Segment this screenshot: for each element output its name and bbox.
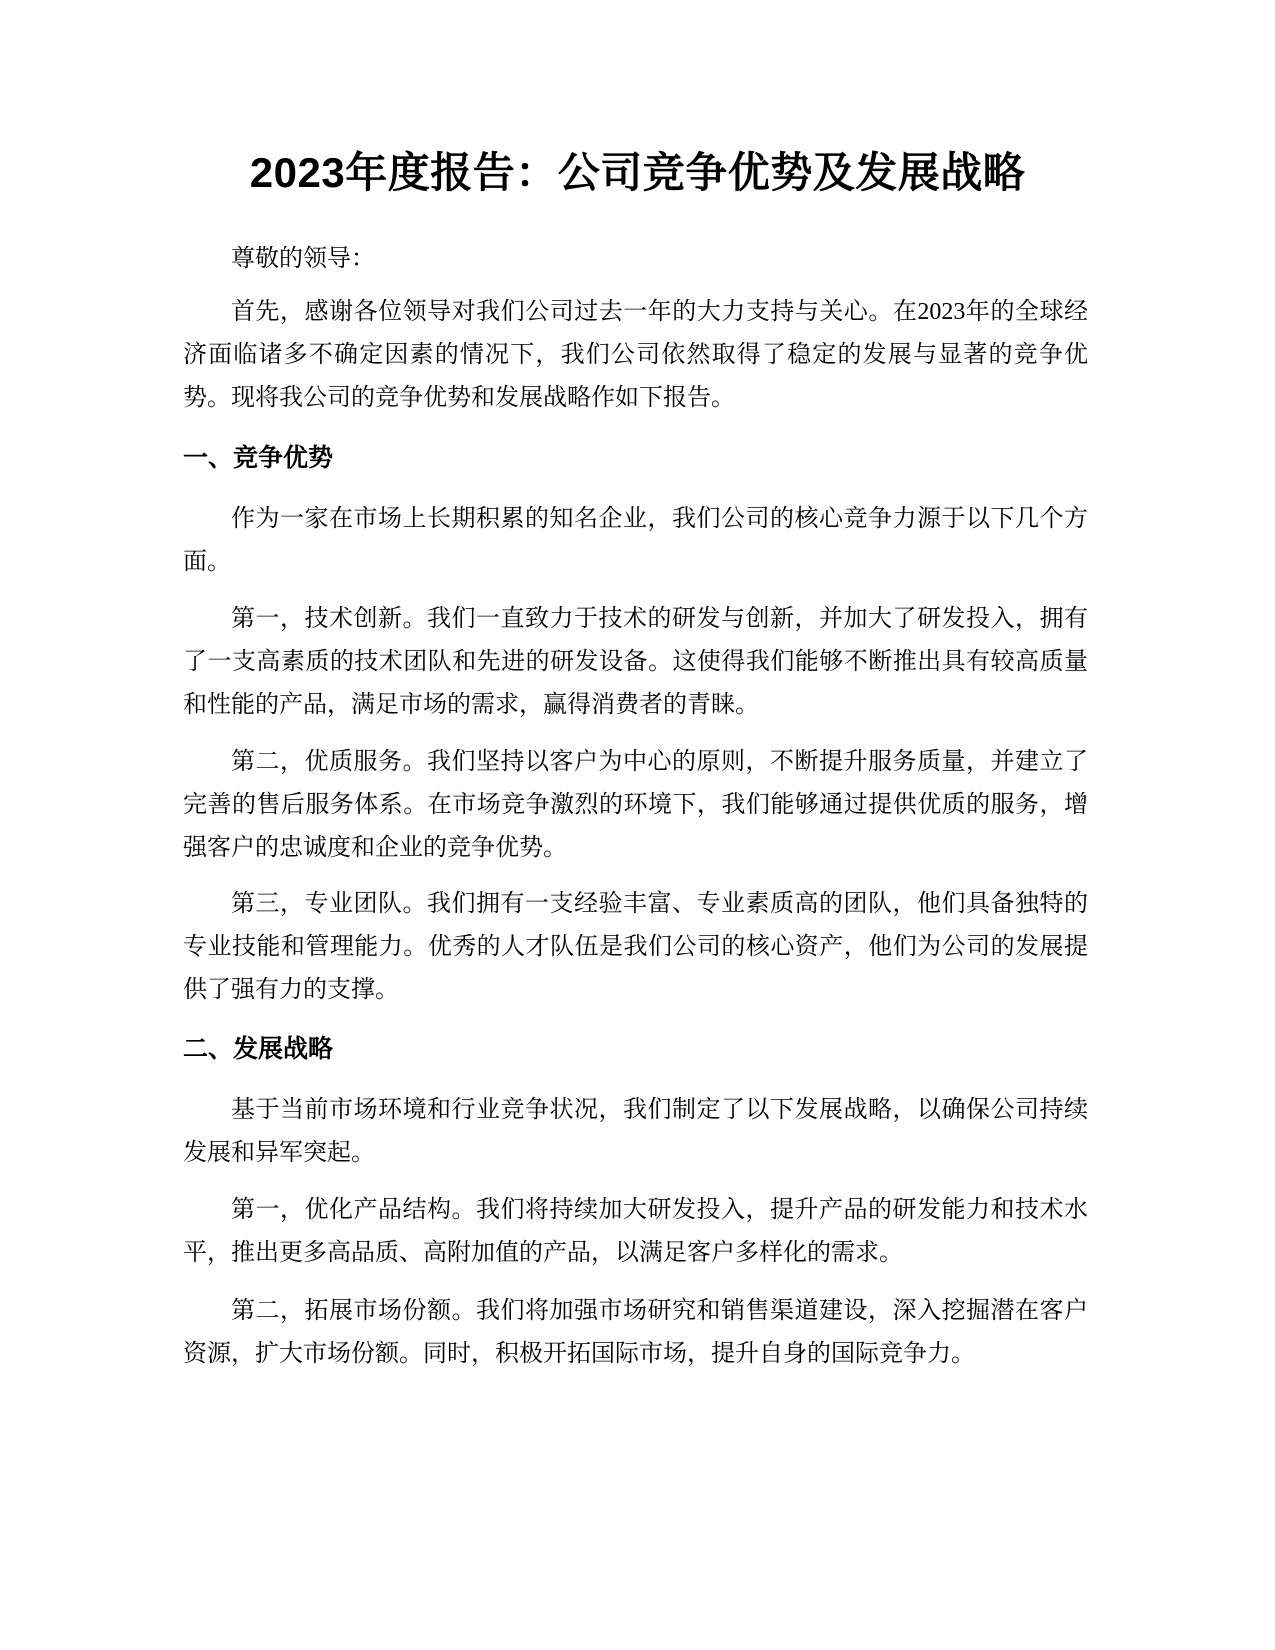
page-title: 2023年度报告：公司竞争优势及发展战略 bbox=[249, 149, 1026, 196]
section1-paragraph-2: 第一，技术创新。我们一直致力于技术的研发与创新，并加大了研发投入，拥有了一支高素质的技术团队和先进的研发设备。这使得我们能够不断推出具有较高质量和性能的产品，满足市场的需求，赢得消费者的青睐。 bbox=[183, 606, 1088, 718]
section-heading-development-strategy: 二、发展战略 bbox=[183, 1035, 334, 1063]
section2-paragraph-3: 第二，拓展市场份额。我们将加强市场研究和销售渠道建设，深入挖掘潜在客户资源，扩大市场份额。同时，积极开拓国际市场，提升自身的国际竞争力。 bbox=[183, 1298, 1088, 1367]
section1-paragraph-1: 作为一家在市场上长期积累的知名企业，我们公司的核心竞争力源于以下几个方面。 bbox=[183, 506, 1088, 575]
section1-paragraph-3: 第二，优质服务。我们坚持以客户为中心的原则，不断提升服务质量，并建立了完善的售后服务体系。在市场竞争激烈的环境下，我们能够通过提供优质的服务，增强客户的忠诚度和企业的竞争优势。 bbox=[183, 749, 1088, 861]
section2-paragraph-1: 基于当前市场环境和行业竞争状况，我们制定了以下发展战略，以确保公司持续发展和异军突起。 bbox=[183, 1097, 1088, 1166]
intro-paragraph: 首先，感谢各位领导对我们公司过去一年的大力支持与关心。在2023年的全球经济面临诸多不确定因素的情况下，我们公司依然取得了稳定的发展与显著的竞争优势。现将我公司的竞争优势和发展战略作如下报告。 bbox=[183, 299, 1088, 411]
section1-paragraph-4: 第三，专业团队。我们拥有一支经验丰富、专业素质高的团队，他们具备独特的专业技能和管理能力。优秀的人才队伍是我们公司的核心资产，他们为公司的发展提供了强有力的支撑。 bbox=[183, 891, 1088, 1003]
section2-paragraph-2: 第一，优化产品结构。我们将持续加大研发投入，提升产品的研发能力和技术水平，推出更多高品质、高附加值的产品，以满足客户多样化的需求。 bbox=[183, 1197, 1088, 1266]
section-heading-competitive-advantages: 一、竞争优势 bbox=[183, 444, 334, 472]
salutation: 尊敬的领导： bbox=[231, 246, 375, 272]
